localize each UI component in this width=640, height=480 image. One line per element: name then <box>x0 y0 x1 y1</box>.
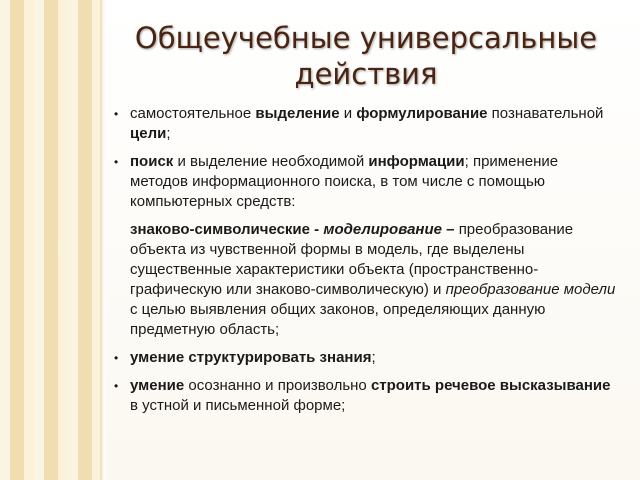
item-text-segment: и <box>339 105 357 122</box>
list-item <box>114 104 618 144</box>
item-text-segment: познавательной <box>487 105 604 122</box>
item-text-segment: самостоятельное <box>130 105 256 122</box>
item-text-segment: ; <box>166 125 171 142</box>
list-item <box>114 220 618 340</box>
item-text-segment: преобразование модели <box>445 281 616 298</box>
bullet-icon: • <box>114 379 119 393</box>
list-item <box>114 376 618 416</box>
item-text-segment: осознанно и произвольно <box>184 377 371 394</box>
bullet-list <box>114 104 618 424</box>
item-text-segment: формулирование <box>356 105 488 122</box>
title-line-2: действия <box>294 57 438 91</box>
item-text-segment: преобразование объекта из чувственной формы в модель, где выделены существенные характеристики объекта (пространственно-графическую или знаково-символическую) и <box>130 221 574 298</box>
item-text-segment: цели <box>130 125 167 142</box>
item-text-segment: умение <box>130 377 185 394</box>
bullet-icon: • <box>114 155 119 169</box>
item-text-segment: – <box>442 221 459 238</box>
slide-title <box>106 20 626 92</box>
item-text-segment: с целью выявления общих законов, определяющих данную предметную область; <box>130 301 546 338</box>
list-item <box>114 152 618 212</box>
decorative-left-band <box>0 0 102 480</box>
bullet-icon: • <box>114 351 119 365</box>
item-text-segment: ; применение методов информационного поиска, в том числе с помощью компьютерных средств: <box>130 153 559 210</box>
item-text-segment: информации <box>368 153 465 170</box>
item-text-segment: поиск <box>130 153 174 170</box>
item-text-segment: и выделение необходимой <box>173 153 369 170</box>
bullet-icon: • <box>114 107 119 121</box>
title-line-1: Общеучебные универсальные <box>134 21 598 55</box>
item-text-segment: строить речевое высказывание <box>370 377 611 394</box>
item-text-segment: в устной и письменной форме; <box>130 397 346 414</box>
item-text-segment: умение структурировать знания <box>130 349 372 366</box>
item-text-segment: выделение <box>255 105 340 122</box>
item-text-segment: ; <box>371 349 376 366</box>
list-item <box>114 348 618 368</box>
item-text-segment: моделирование <box>323 221 442 238</box>
item-text-segment: знаково-символические - <box>130 221 324 238</box>
